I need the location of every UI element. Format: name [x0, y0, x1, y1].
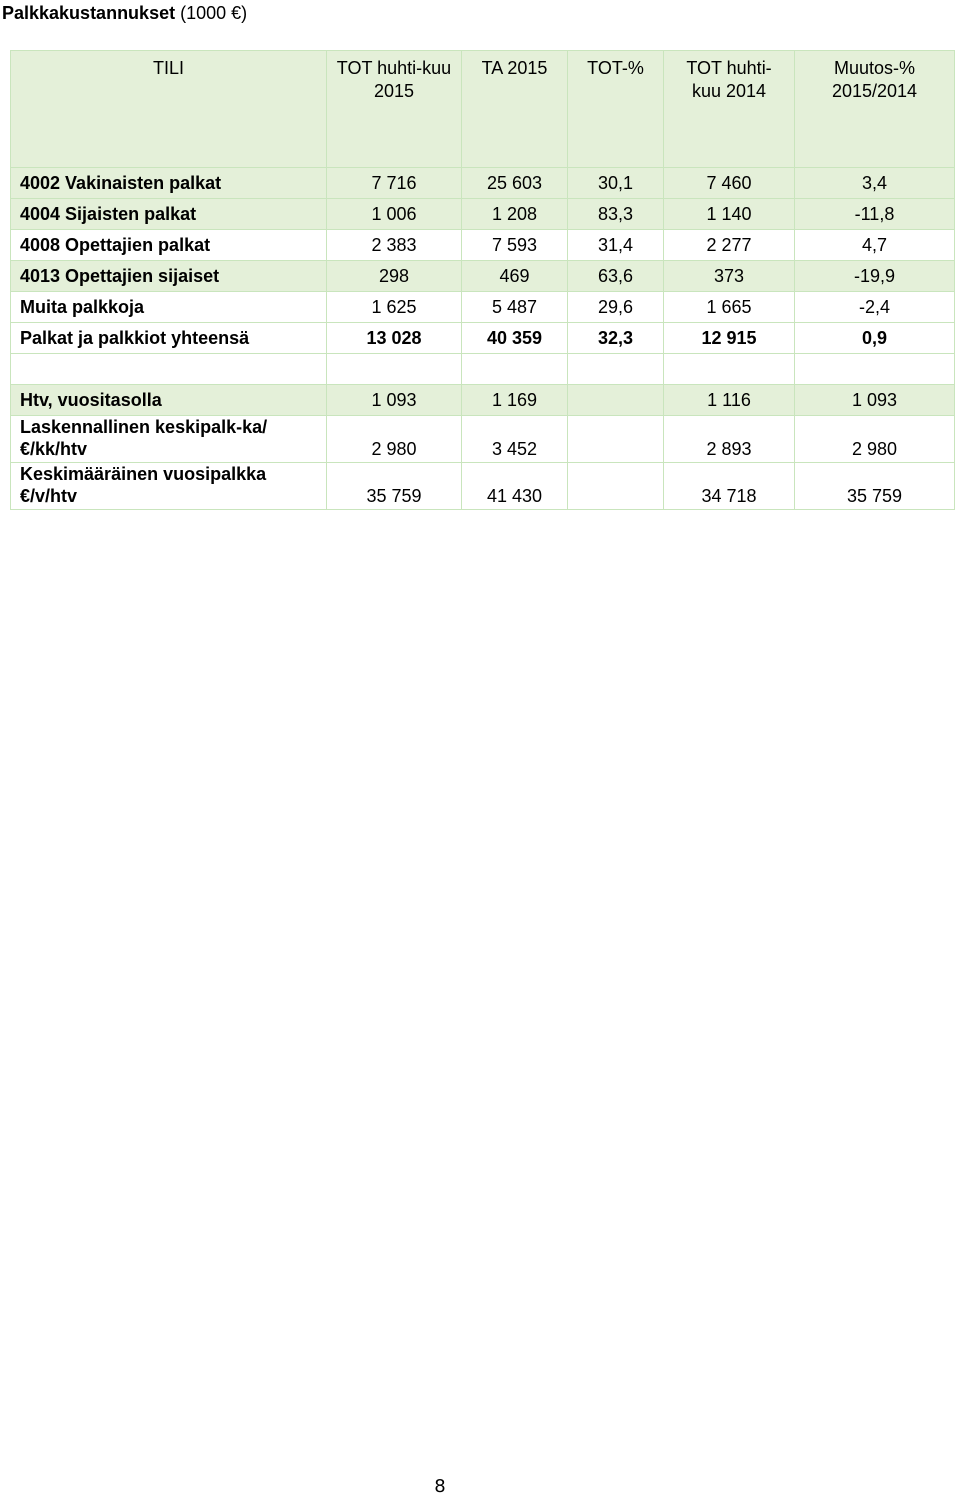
row-label: 4002 Vakinaisten palkat: [11, 168, 327, 199]
table-row: [11, 463, 955, 510]
cell: 29,6: [568, 292, 664, 323]
cell: [568, 463, 664, 510]
title-unit: (1000 €): [180, 3, 248, 23]
cell: 3 452: [462, 416, 568, 463]
cell: 1 093: [795, 385, 955, 416]
cell: 7 716: [327, 168, 462, 199]
row-label: Palkat ja palkkiot yhteensä: [11, 323, 327, 354]
cell: 35 759: [327, 463, 462, 510]
cell: 2 980: [795, 416, 955, 463]
cell: 1 208: [462, 199, 568, 230]
cell: 25 603: [462, 168, 568, 199]
col-header-account: TILI: [11, 51, 327, 168]
cell: -2,4: [795, 292, 955, 323]
cell: 1 169: [462, 385, 568, 416]
cell: 31,4: [568, 230, 664, 261]
cell: -19,9: [795, 261, 955, 292]
cell: 3,4: [795, 168, 955, 199]
page-number: 8: [434, 1476, 446, 1497]
cell: 41 430: [462, 463, 568, 510]
cell: 4,7: [795, 230, 955, 261]
cell: -11,8: [795, 199, 955, 230]
row-label: 4004 Sijaisten palkat: [11, 199, 327, 230]
table-row: [11, 385, 955, 416]
table-row: [11, 230, 955, 261]
table-row: [11, 416, 955, 463]
col-header-tot-2015: TOT huhti-kuu 2015: [327, 51, 462, 168]
cell: 0,9: [795, 323, 955, 354]
cell: 469: [462, 261, 568, 292]
cell: 298: [327, 261, 462, 292]
table-row: [11, 199, 955, 230]
col-header-ta-2015: TA 2015: [462, 51, 568, 168]
cell: 2 383: [327, 230, 462, 261]
row-label: 4008 Opettajien palkat: [11, 230, 327, 261]
cell: 34 718: [664, 463, 795, 510]
cell: 40 359: [462, 323, 568, 354]
table-row: [11, 168, 955, 199]
cell: 2 980: [327, 416, 462, 463]
cell: 1 006: [327, 199, 462, 230]
row-label: 4013 Opettajien sijaiset: [11, 261, 327, 292]
cell: 2 893: [664, 416, 795, 463]
header-row: [11, 51, 955, 168]
cell: 13 028: [327, 323, 462, 354]
cell: 1 665: [664, 292, 795, 323]
cell: 2 277: [664, 230, 795, 261]
row-label: Laskennallinen keskipalk-ka/€/kk/htv: [11, 416, 327, 463]
cell: 1 093: [327, 385, 462, 416]
cell: 1 625: [327, 292, 462, 323]
col-header-tot-2014: TOT huhti-kuu 2014: [664, 51, 795, 168]
cell: [568, 416, 664, 463]
cell: 5 487: [462, 292, 568, 323]
cell: 30,1: [568, 168, 664, 199]
table-row: [11, 261, 955, 292]
title-main: Palkkakustannukset: [2, 3, 176, 23]
salary-table: [10, 50, 955, 510]
spacer-row: [11, 354, 955, 385]
total-row: [11, 323, 955, 354]
col-header-tot-pct: TOT-%: [568, 51, 664, 168]
cell: 12 915: [664, 323, 795, 354]
cell: 35 759: [795, 463, 955, 510]
cell: 1 140: [664, 199, 795, 230]
cell: [568, 385, 664, 416]
page-title: [2, 2, 247, 24]
col-header-change-pct: Muutos-% 2015/2014: [795, 51, 955, 168]
cell: 7 593: [462, 230, 568, 261]
cell: 1 116: [664, 385, 795, 416]
cell: 63,6: [568, 261, 664, 292]
cell: 373: [664, 261, 795, 292]
row-label: Keskimääräinen vuosipalkka €/v/htv: [11, 463, 327, 510]
cell: 83,3: [568, 199, 664, 230]
row-label: Muita palkkoja: [11, 292, 327, 323]
row-label: Htv, vuositasolla: [11, 385, 327, 416]
cell: 32,3: [568, 323, 664, 354]
cell: 7 460: [664, 168, 795, 199]
table-row: [11, 292, 955, 323]
